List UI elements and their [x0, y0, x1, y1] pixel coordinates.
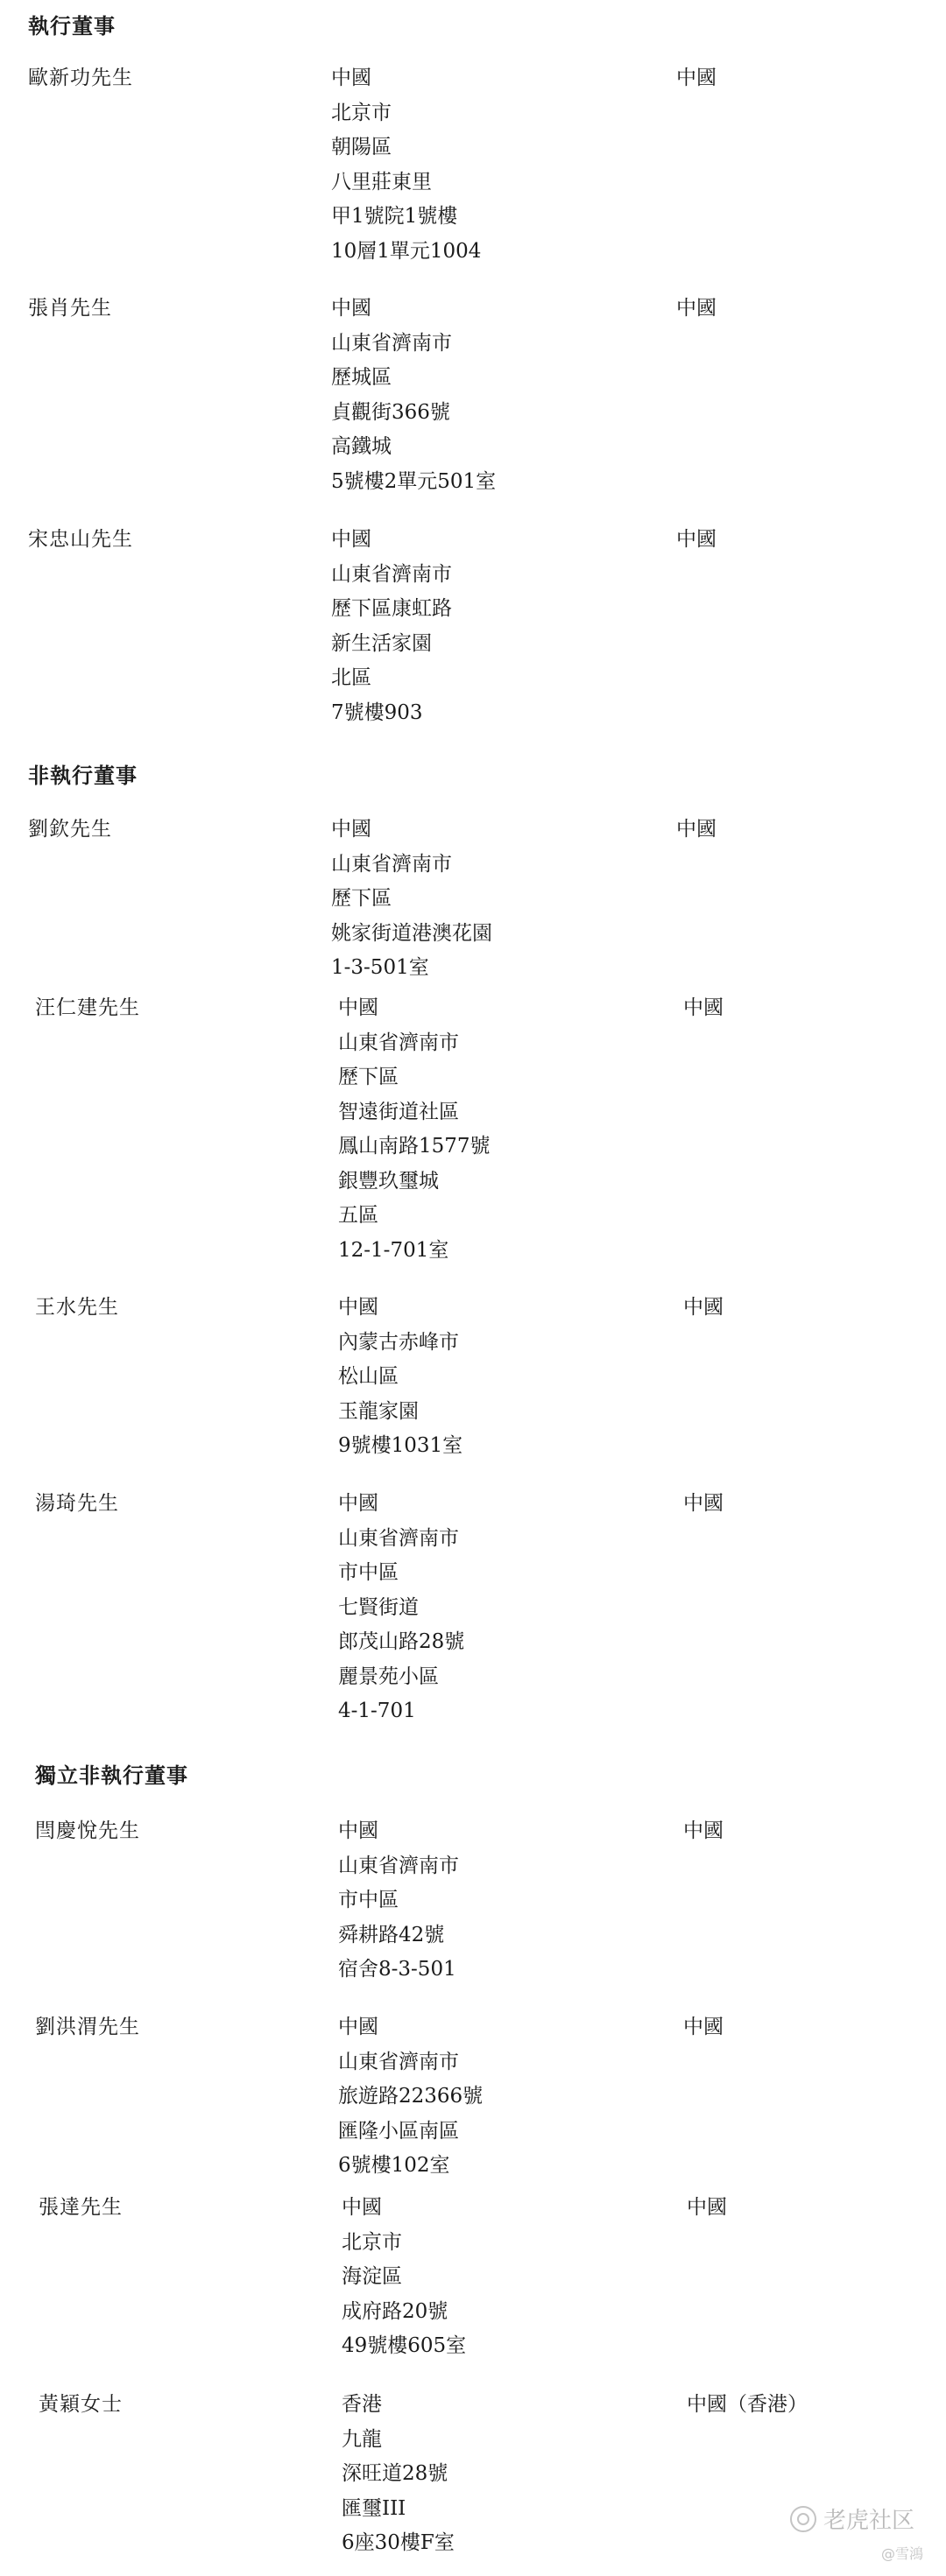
director-address	[331, 813, 492, 986]
address-line: 山東省濟南市	[338, 1854, 459, 1877]
address-line: 歷下區	[331, 887, 392, 910]
director-nationality: 中國	[683, 996, 724, 1019]
director-name: 閆慶悅先生	[35, 1819, 140, 1842]
address-line: 鳳山南路1577號	[338, 1135, 491, 1158]
director-address	[338, 1487, 464, 1729]
director-nationality: 中國	[676, 297, 717, 320]
director-address	[342, 2191, 466, 2364]
address-line: 中國	[338, 2016, 378, 2038]
address-line: 5號樓2單元501室	[331, 469, 497, 493]
address-line: 深旺道28號	[342, 2462, 448, 2485]
director-nationality: 中國	[683, 1492, 724, 1515]
address-line: 6座30樓F室	[342, 2531, 455, 2554]
address-line: 山東省濟南市	[331, 852, 452, 876]
section-heading-non-executive: 非執行董事	[28, 763, 138, 788]
address-line: 1-3-501室	[331, 956, 429, 979]
tiger-logo-icon	[790, 2506, 816, 2532]
director-name: 劉欽先生	[28, 818, 112, 841]
director-nationality: 中國	[687, 2196, 727, 2219]
director-name: 張肖先生	[28, 297, 112, 320]
director-address	[338, 2010, 483, 2184]
section-heading-independent: 獨立非執行董事	[35, 1763, 188, 1788]
director-nationality: 中國（香港）	[687, 2393, 808, 2416]
address-line: 匯隆小區南區	[338, 2119, 459, 2143]
address-line: 歷城區	[331, 366, 392, 389]
director-name: 汪仁建先生	[35, 996, 140, 1019]
address-line: 內蒙古赤峰市	[338, 1330, 459, 1354]
address-line: 九龍	[342, 2427, 382, 2451]
address-line: 中國	[338, 1819, 378, 1842]
director-name: 湯琦先生	[35, 1492, 119, 1515]
section-heading-executive: 執行董事	[28, 13, 116, 39]
director-name: 劉洪渭先生	[35, 2016, 140, 2038]
address-line: 玉龍家園	[338, 1399, 419, 1423]
address-line: 中國	[338, 996, 378, 1019]
address-line: 歷下區康虹路	[331, 597, 452, 620]
address-line: 中國	[331, 528, 371, 551]
address-line: 旅遊路22366號	[338, 2085, 484, 2108]
address-line: 舜耕路42號	[338, 1923, 445, 1946]
director-address	[338, 1814, 459, 1988]
address-line: 匯璽III	[342, 2496, 406, 2520]
address-line: 山東省濟南市	[331, 331, 452, 355]
address-line: 歷下區	[338, 1066, 399, 1088]
address-line: 49號樓605室	[342, 2334, 467, 2357]
address-line: 智遠街道社區	[338, 1100, 459, 1123]
director-name: 黃穎女士	[39, 2393, 123, 2416]
director-name: 歐新功先生	[28, 67, 133, 89]
address-line: 中國	[331, 818, 371, 841]
address-line: 姚家街道港澳花園	[331, 921, 492, 945]
director-nationality: 中國	[683, 2016, 724, 2038]
address-line: 中國	[331, 297, 371, 320]
director-address	[338, 1291, 462, 1464]
address-line: 北京市	[331, 101, 392, 124]
address-line: 市中區	[338, 1561, 399, 1584]
director-address	[331, 61, 481, 269]
director-address	[331, 292, 496, 499]
director-address	[331, 523, 452, 730]
address-line: 松山區	[338, 1365, 399, 1388]
address-line: 4-1-701	[338, 1700, 416, 1722]
address-line: 八里莊東里	[331, 170, 432, 194]
address-line: 山東省濟南市	[331, 562, 452, 586]
director-name: 張達先生	[39, 2196, 123, 2219]
address-line: 山東省濟南市	[338, 1526, 459, 1550]
director-nationality: 中國	[683, 1296, 724, 1319]
address-line: 宿舍8-3-501	[338, 1958, 456, 1981]
address-line: 中國	[338, 1492, 378, 1515]
address-line: 麗景苑小區	[338, 1665, 439, 1688]
address-line: 中國	[342, 2196, 382, 2219]
director-name: 王水先生	[35, 1296, 119, 1319]
address-line: 北區	[331, 666, 371, 689]
address-line: 郎茂山路28號	[338, 1630, 465, 1653]
director-name: 宋忠山先生	[28, 528, 133, 551]
address-line: 10層1單元1004	[331, 239, 482, 263]
director-address	[342, 2388, 455, 2561]
address-line: 山東省濟南市	[338, 1031, 459, 1054]
address-line: 高鐵城	[331, 435, 392, 458]
watermark-text: 老虎社区	[823, 2508, 915, 2534]
address-line: 七賢街道	[338, 1595, 419, 1619]
address-line: 中國	[331, 67, 371, 89]
address-line: 貞觀街366號	[331, 400, 450, 424]
address-line: 7號樓903	[331, 700, 423, 724]
address-line: 12-1-701室	[338, 1238, 449, 1262]
address-line: 香港	[342, 2393, 382, 2416]
address-line: 6號樓102室	[338, 2154, 450, 2177]
address-line: 甲1號院1號樓	[331, 205, 458, 228]
director-address	[338, 991, 491, 1268]
director-nationality: 中國	[676, 67, 717, 89]
address-line: 山東省濟南市	[338, 2050, 459, 2073]
address-line: 9號樓1031室	[338, 1434, 463, 1457]
address-line: 市中區	[338, 1889, 399, 1911]
address-line: 朝陽區	[331, 136, 392, 158]
director-nationality: 中國	[683, 1819, 724, 1842]
watermark-author: @雪鴻	[881, 2545, 924, 2562]
director-nationality: 中國	[676, 818, 717, 841]
address-line: 成府路20號	[342, 2299, 448, 2323]
address-line: 中國	[338, 1296, 378, 1319]
address-line: 海淀區	[342, 2265, 402, 2288]
watermark	[790, 2502, 914, 2535]
address-line: 北京市	[342, 2230, 402, 2254]
address-line: 新生活家園	[331, 631, 432, 655]
address-line: 銀豐玖璽城	[338, 1169, 439, 1193]
address-line: 五區	[338, 1204, 378, 1227]
director-nationality: 中國	[676, 528, 717, 551]
